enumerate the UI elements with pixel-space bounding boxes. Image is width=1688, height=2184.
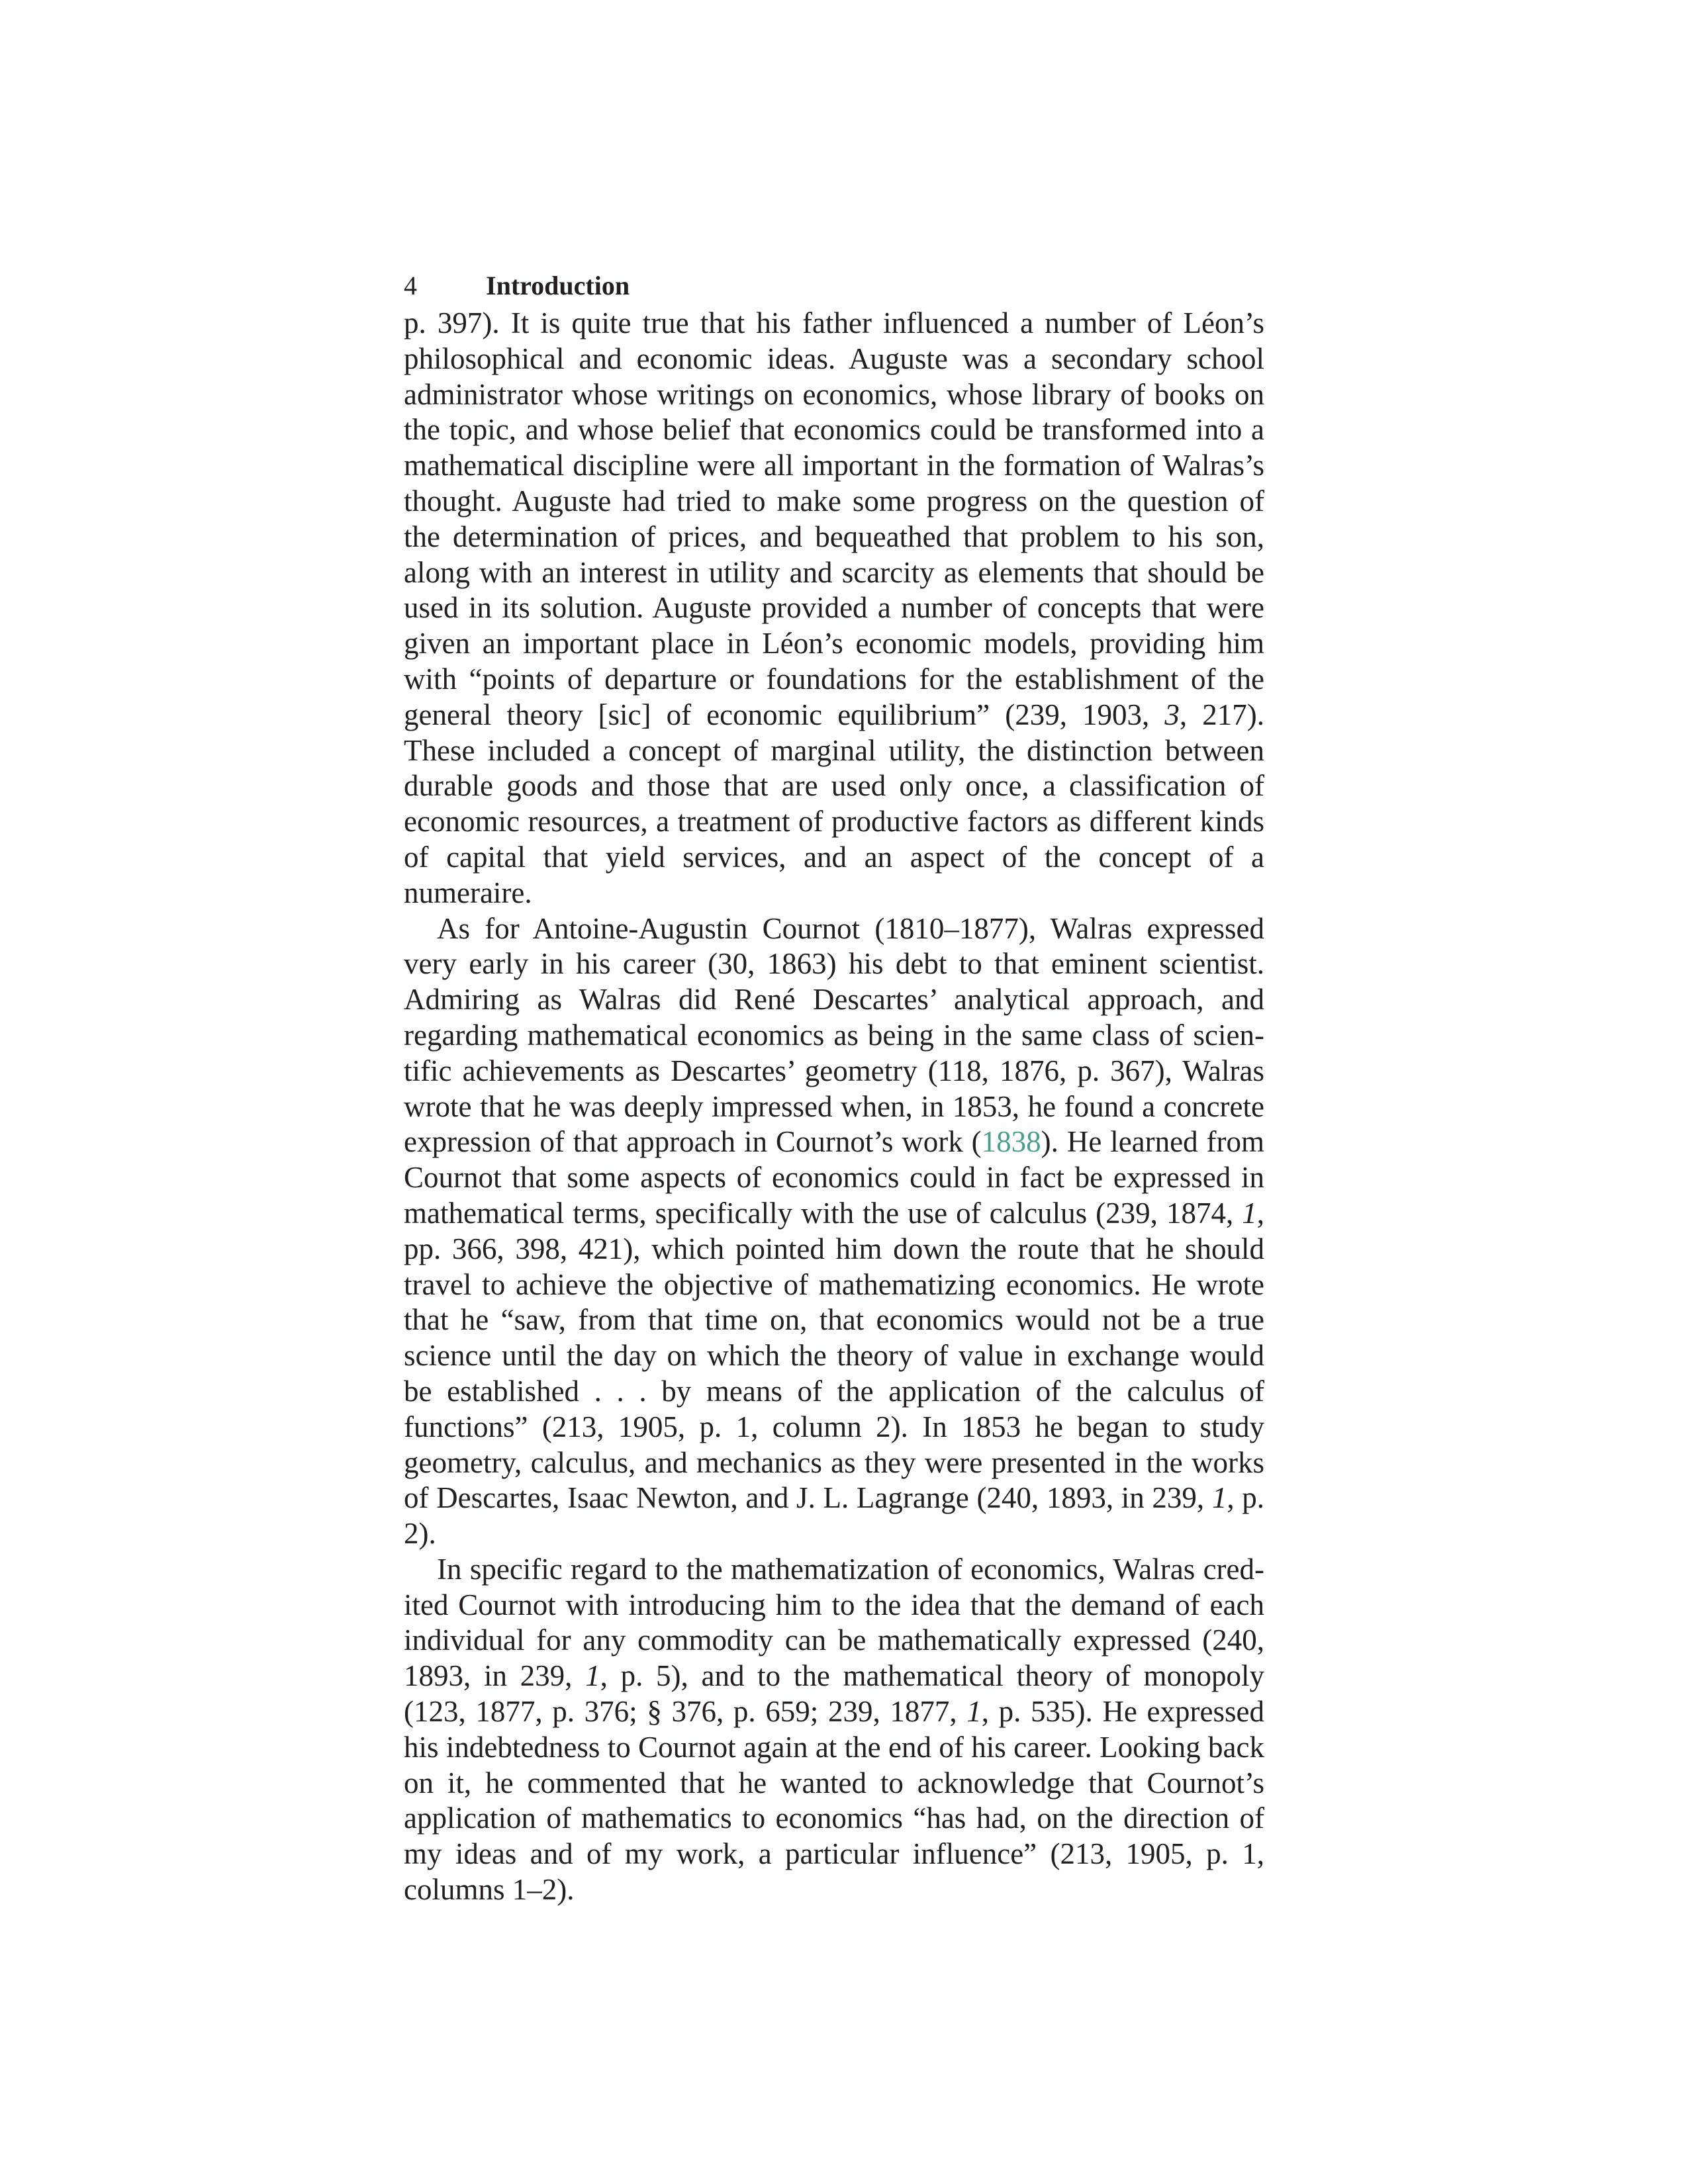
body-text xyxy=(404,306,1264,1908)
citation-link-1838[interactable]: 1838 xyxy=(981,1125,1041,1159)
text-run: As for Antoine-Augustin Cournot (1810–1877), Walras expressed very early in his career (30, 1863) his debt to that eminent scientist. Admiring as Walras did René Descartes’ analytical approach, and regarding mathematical economics as being in the same class of scientific achievements as Descartes’ geometry (118, 1876, p. 367), Walras wrote that he was deeply impressed when, in 1853, he found a concrete expression of that approach in Cournot’s work ( xyxy=(404,911,1264,1159)
text-run: , p. 5), and to the mathematical theory of monopoly (123, 1877, p. 376; § 376, p. 659; 239, 1877, xyxy=(404,1659,1264,1729)
italic-volume: 1 xyxy=(1242,1196,1257,1230)
chapter-title: Introduction xyxy=(486,271,630,300)
running-head xyxy=(404,270,1264,302)
text-run: p. 397). It is quite true that his father influenced a number of Léon’s philosophical and economic ideas. Auguste was a secondary school administrator whose writings on economics, whose library of books on the topic, and whose belief that economics could be transformed into a mathematical discipline were all important in the formation of Walras’s thought. Auguste had tried to make some progress on the question of the determination of prices, and bequeathed that problem to his son, along with an interest in utility and scarcity as elements that should be used in its solution. Auguste provided a number of concepts that were given an important place in Léon’s economic models, providing him with “points of departure or foundations for the establishment of the general theory [sic] of economic equilibrium” (239, 1903, xyxy=(404,306,1264,731)
paragraph-2 xyxy=(404,911,1264,1552)
text-run: , p. 2). xyxy=(404,1481,1264,1551)
paragraph-1 xyxy=(404,306,1264,911)
paragraph-3 xyxy=(404,1552,1264,1908)
text-run: , p. 535). He expressed his indebtedness to Cournot again at the end of his career. Looking back on it, he commented that he wanted to acknowledge that Cournot’s application of mathematics to economics “has had, on the direction of my ideas and of my work, a particular influence” (213, 1905, p. 1, columns 1–2). xyxy=(404,1695,1264,1907)
italic-volume: 1 xyxy=(1211,1481,1227,1515)
italic-volume: 1 xyxy=(585,1659,600,1693)
text-run: ). He learned from Cournot that some aspects of economics could in fact be expressed in mathematical terms, specifically with the use of calculus (239, 1874, xyxy=(404,1125,1264,1230)
page-number: 4 xyxy=(404,271,417,300)
text-run: , pp. 366, 398, 421), which pointed him down the route that he should travel to achieve the objective of mathematizing economics. He wrote that he “saw, from that time on, that economics would not be a true science until the day on which the theory of value in exchange would be established . . . by means of the application of the calculus of functions” (213, 1905, p. 1, column 2). In 1853 he began to study geometry, calculus, and mechanics as they were presented in the works of Descartes, Isaac Newton, and J. L. Lagrange (240, 1893, in 239, xyxy=(404,1196,1264,1515)
italic-volume: 1 xyxy=(966,1695,982,1729)
text-run: , 217). These included a concept of marginal utility, the distinction between durable goods and those that are used only once, a classification of economic resources, a treatment of productive factors as different kinds of capital that yield services, and an aspect of the concept of a numeraire. xyxy=(404,698,1264,909)
book-page xyxy=(404,270,1264,1908)
text-run: In specific regard to the mathematization of economics, Walras credited Cournot with introducing him to the idea that the demand of each individual for any commodity can be mathematically expressed (240, 1893, in 239, xyxy=(404,1552,1264,1693)
italic-volume: 3 xyxy=(1164,698,1180,731)
